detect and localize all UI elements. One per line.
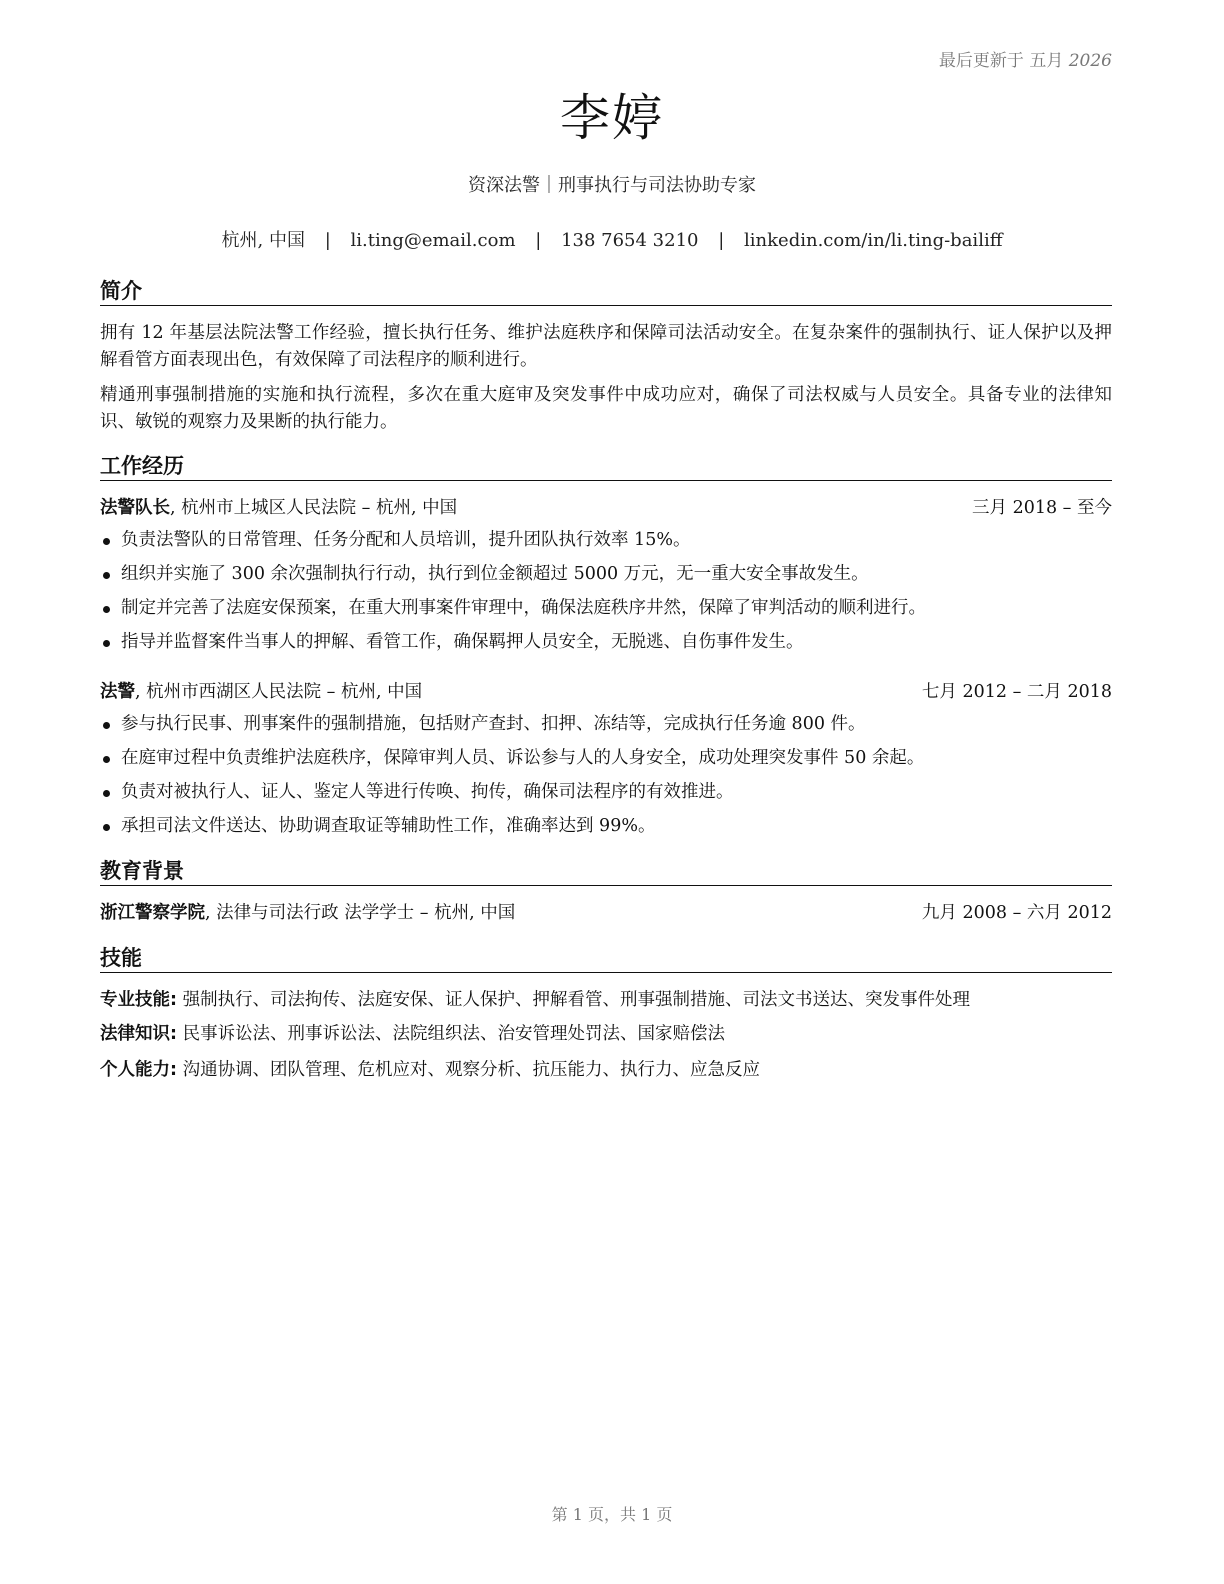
- job-bullet: 参与执行民事、刑事案件的强制措施，包括财产查封、扣押、冻结等，完成执行任务逾 800 件。: [100, 711, 1112, 745]
- job-header: [100, 495, 1112, 521]
- skill-line: [100, 1057, 1112, 1083]
- job-title-org: [100, 679, 422, 705]
- skill-value: 沟通协调、团队管理、危机应对、观察分析、抗压能力、执行力、应急反应: [177, 1060, 761, 1080]
- job-bullets: [100, 711, 1112, 847]
- contact-separator: |: [324, 230, 331, 251]
- candidate-name: 李婷: [560, 89, 664, 147]
- contact-separator: |: [718, 230, 725, 251]
- skill-label: 个人能力:: [100, 1060, 177, 1080]
- section-title-skills: 技能: [100, 945, 1112, 973]
- contact-email[interactable]: li.ting@email.com: [350, 230, 516, 251]
- job-dates: 七月 2012 – 二月 2018: [921, 682, 1112, 702]
- education-dates: 九月 2008 – 六月 2012: [921, 903, 1112, 923]
- section-title-summary: 简介: [100, 278, 1112, 306]
- job-bullet: 组织并实施了 300 余次强制执行行动，执行到位金额超过 5000 万元，无一重大安全事故发生。: [100, 561, 1112, 595]
- contact-line: [0, 226, 1224, 252]
- section-title-education: 教育背景: [100, 858, 1112, 886]
- skill-label: 专业技能:: [100, 990, 177, 1010]
- last-updated: [939, 46, 1112, 71]
- job-bullet: 承担司法文件送达、协助调查取证等辅助性工作，准确率达到 99%。: [100, 813, 1112, 847]
- job-dates: 三月 2018 – 至今: [972, 498, 1112, 518]
- skill-label: 法律知识:: [100, 1024, 177, 1044]
- education-school: 浙江警察学院: [100, 903, 205, 923]
- last-updated-year: 2026: [1068, 51, 1112, 71]
- skill-value: 民事诉讼法、刑事诉讼法、法院组织法、治安管理处罚法、国家赔偿法: [177, 1024, 726, 1044]
- job-role: 法警: [100, 682, 135, 702]
- summary-paragraph: 精通刑事强制措施的实施和执行流程，多次在重大庭审及突发事件中成功应对，确保了司法权威与人员安全。具备专业的法律知识、敏锐的观察力及果断的执行能力。: [100, 385, 1112, 432]
- contact-location: 杭州, 中国: [221, 230, 305, 251]
- job-bullet: 负责法警队的日常管理、任务分配和人员培训，提升团队执行效率 15%。: [100, 527, 1112, 561]
- skill-value: 强制执行、司法拘传、法庭安保、证人保护、押解看管、刑事强制措施、司法文书送达、突发事件处理: [177, 990, 971, 1010]
- summary-paragraph: 拥有 12 年基层法院法警工作经验，擅长执行任务、维护法庭秩序和保障司法活动安全。在复杂案件的强制执行、证人保护以及押解看管方面表现出色，有效保障了司法程序的顺利进行。: [100, 323, 1112, 370]
- contact-linkedin[interactable]: linkedin.com/in/li.ting-bailiff: [744, 230, 1003, 251]
- contact-phone[interactable]: 138 7654 3210: [561, 230, 699, 251]
- job-bullet: 指导并监督案件当事人的押解、看管工作，确保羁押人员安全，无脱逃、自伤事件发生。: [100, 629, 1112, 663]
- last-updated-prefix: 最后更新于 五月: [938, 51, 1064, 71]
- section-title-experience: 工作经历: [100, 453, 1112, 481]
- job-role: 法警队长: [100, 498, 170, 518]
- job-org: , 杭州市上城区人民法院 – 杭州, 中国: [170, 498, 458, 518]
- job-bullet: 负责对被执行人、证人、鉴定人等进行传唤、拘传，确保司法程序的有效推进。: [100, 779, 1112, 813]
- job-bullet: 制定并完善了法庭安保预案，在重大刑事案件审理中，确保法庭秩序井然，保障了审判活动的顺利进行。: [100, 595, 1112, 629]
- education-row: [100, 900, 1112, 926]
- job-title-org: [100, 495, 457, 521]
- job-org: , 杭州市西湖区人民法院 – 杭州, 中国: [135, 682, 423, 702]
- skill-line: [100, 987, 1112, 1013]
- job-bullet: 在庭审过程中负责维护法庭秩序，保障审判人员、诉讼参与人的人身安全，成功处理突发事件 50 余起。: [100, 745, 1112, 779]
- job-bullets: [100, 527, 1112, 663]
- page-footer: 第 1 页，共 1 页: [551, 1505, 673, 1524]
- contact-separator: |: [535, 230, 542, 251]
- skill-line: [100, 1021, 1112, 1047]
- headline: 资深法警｜刑事执行与司法协助专家: [468, 175, 756, 196]
- education-detail: , 法律与司法行政 法学学士 – 杭州, 中国: [205, 903, 516, 923]
- job-header: [100, 679, 1112, 705]
- education-school-detail: [100, 900, 515, 926]
